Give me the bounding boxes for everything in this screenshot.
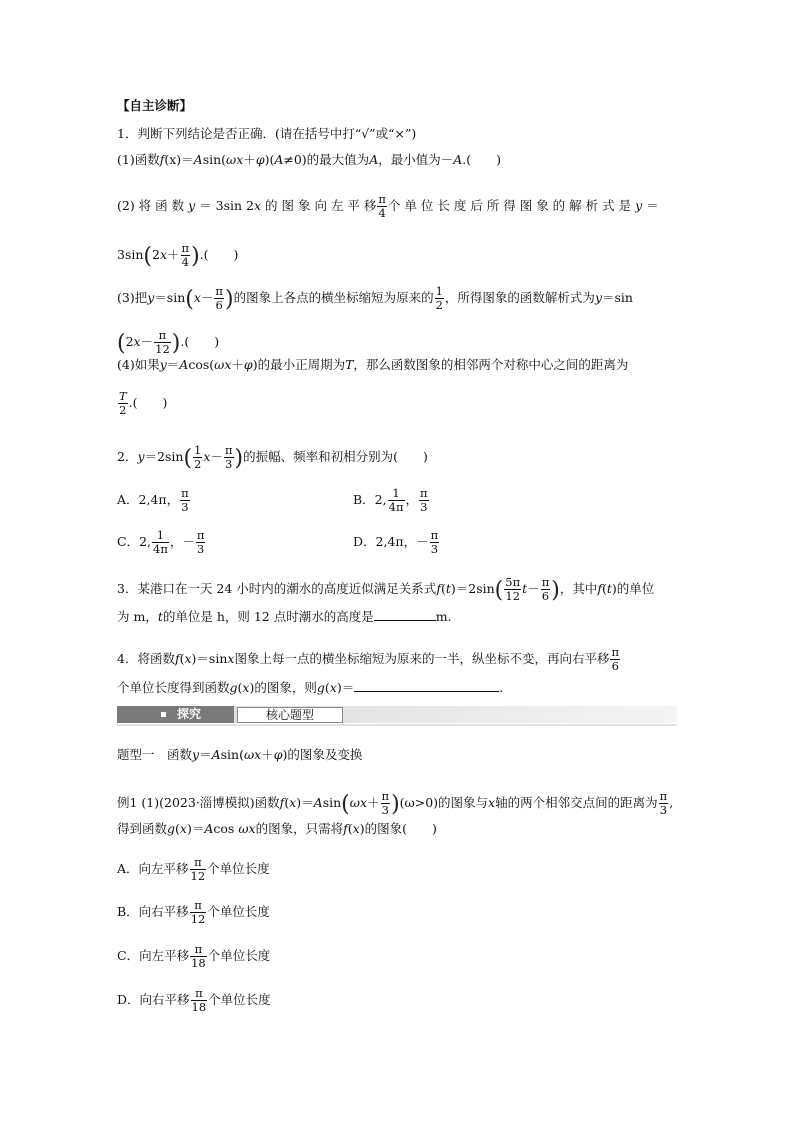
example-1-option-a: A．向左平移 $\frac{\pi}{12}$ 个单位长度 xyxy=(117,855,270,883)
q1-statement-4-line2: $\frac{T}{2}$ .( ) xyxy=(119,389,168,417)
answer-blank[interactable] xyxy=(354,691,499,692)
example-1-line1: 例1 (1)(2023·淄博模拟)函数f(x)＝Asin(ωx＋ $\frac{\pi}{3}$ )(ω>0)的图象与x轴的两个相邻交点间的距离为 $\frac{\pi}{3}$ , xyxy=(117,789,674,817)
example-1-option-c: C．向左平移 $\frac{\pi}{18}$ 个单位长度 xyxy=(117,942,271,970)
q1-stem: 1．判断下列结论是否正确．(请在括号中打“√”或“×”) xyxy=(117,126,417,141)
answer-blank[interactable] xyxy=(374,620,436,621)
q4-line1: 4．将函数f(x)＝sinx图象上每一点的横坐标缩短为原来的一半，纵坐标不变，再向右平移 $\frac{\pi}{6}$ xyxy=(117,645,620,673)
q1-statement-2-line1: (2) 将 函 数 y ＝ 3sin 2x 的 图 象 向 左 平 移 $\frac{\pi}{4}$ 个 单 位 长 度 后 所 得 图 象 的 解 析 式 是 y ＝ xyxy=(117,192,659,220)
q1-statement-1: (1)函数f(x)＝Asin(ωx＋φ)(A≠0)的最大值为A，最小值为－A.( ) xyxy=(117,152,501,167)
q1-statement-3-line2: (2x－ $\frac{\pi}{12}$ ).( ) xyxy=(117,328,220,356)
q1-statement-3-line1: (3)把y＝sin(x－ $\frac{\pi}{6}$ )的图象上各点的横坐标缩短为原来的 $\frac{1}{2}$ ，所得图象的函数解析式为y＝sin xyxy=(117,284,633,312)
fraction: $\frac{\pi}{4}$ xyxy=(378,192,386,220)
q2-option-a: A．2,4π， $\frac{\pi}{3}$ xyxy=(117,486,189,514)
section-banner xyxy=(117,706,677,723)
banner-tab-core-types: 核心题型 xyxy=(237,707,343,723)
example-1-line2: 得到函数g(x)＝Acos ωx的图象，只需将f(x)的图象( ) xyxy=(117,821,437,836)
q2-option-c: C．2, $\frac{1}{4\pi}$ ，－ $\frac{\pi}{3}$ xyxy=(117,528,205,556)
banner-underline xyxy=(117,724,677,726)
q2-stem: 2．y＝2sin( $\frac{1}{2}$ x－ $\frac{\pi}{3}$ )的振幅、频率和初相分别为( ) xyxy=(117,443,428,471)
q4-line2: 个单位长度得到函数g(x)的图象，则g(x)＝ . xyxy=(117,680,504,695)
example-1-option-d: D．向右平移 $\frac{\pi}{18}$ 个单位长度 xyxy=(117,986,271,1014)
banner-tab-explore: 探究 xyxy=(117,706,234,723)
q3-line1: 3．某港口在一天 24 小时内的潮水的高度近似满足关系式f(t)＝2sin( $\frac{5\pi}{12}$ t－ $\frac{\pi}{6}$ )，其中f(t)的单位 xyxy=(117,575,655,603)
section-title: 【自主诊断】 xyxy=(117,98,193,113)
q3-line2: 为 m，t的单位是 h，则 12 点时潮水的高度是 m. xyxy=(117,609,452,624)
q2-option-d: D．2,4π，－ $\frac{\pi}{3}$ xyxy=(353,528,439,556)
example-1-option-b: B．向右平移 $\frac{\pi}{12}$ 个单位长度 xyxy=(117,898,270,926)
question-type-heading: 题型一 函数y＝Asin(ωx＋φ)的图象及变换 xyxy=(117,747,363,762)
q1-statement-2-line2: 3sin(2x＋ $\frac{\pi}{4}$ ).( ) xyxy=(117,241,239,269)
q2-option-b: B．2, $\frac{1}{4\pi}$ ， $\frac{\pi}{3}$ xyxy=(353,486,428,514)
q1-statement-4-line1: (4)如果y＝Acos(ωx＋φ)的最小正周期为T，那么函数图象的相邻两个对称中心之间的距离为 xyxy=(117,357,629,372)
square-bullet-icon xyxy=(161,712,166,717)
